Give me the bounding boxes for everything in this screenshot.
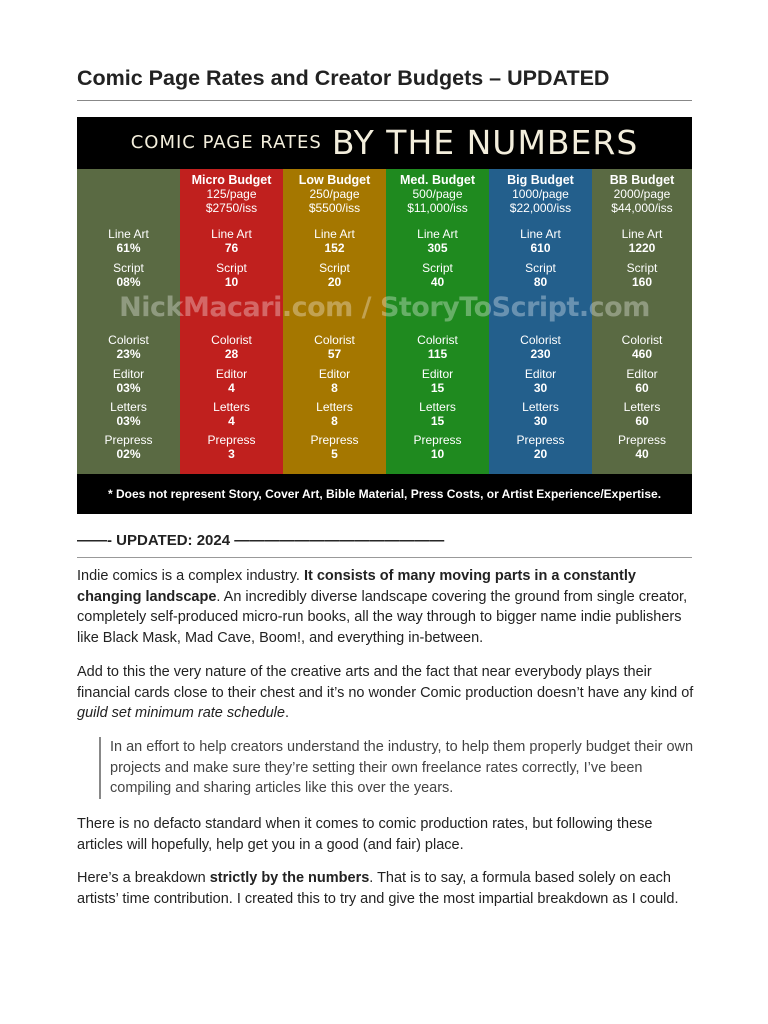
rate-cell bbox=[77, 227, 180, 255]
rate-label: Script bbox=[319, 261, 350, 275]
rate-value: 160 bbox=[631, 275, 653, 289]
rate-value: 23% bbox=[116, 347, 141, 361]
rate-label: Line Art bbox=[211, 227, 252, 241]
rate-label: Colorist bbox=[621, 333, 663, 347]
rate-value: 230 bbox=[530, 347, 551, 361]
p4-text-a: Here’s a breakdown bbox=[77, 870, 210, 886]
rate-label: Colorist bbox=[108, 333, 149, 347]
rate-label: Editor bbox=[318, 367, 351, 381]
updated-divider bbox=[77, 557, 692, 558]
rate-label: Prepress bbox=[310, 433, 359, 447]
rate-label: Letters bbox=[623, 400, 661, 414]
column-total: $2750/iss bbox=[205, 201, 258, 215]
rate-cell bbox=[592, 333, 692, 361]
paragraph-standard: There is no defacto standard when it comes to comic production rates, but following these articles will hopefully, help get you in a good (and fair) place. bbox=[77, 816, 653, 853]
rate-value: 30 bbox=[533, 381, 548, 395]
infographic-header bbox=[77, 117, 692, 169]
rate-label: Script bbox=[525, 261, 556, 275]
rate-label: Script bbox=[626, 261, 658, 275]
rate-cell bbox=[283, 333, 386, 361]
rate-cell bbox=[386, 367, 489, 395]
rate-cell bbox=[592, 433, 692, 461]
column-header bbox=[592, 173, 692, 215]
column-total: $11,000/iss bbox=[407, 201, 468, 215]
rate-cell bbox=[283, 261, 386, 289]
rate-value: 460 bbox=[631, 347, 653, 361]
rate-cell bbox=[77, 367, 180, 395]
rate-label: Line Art bbox=[520, 227, 561, 241]
rate-label: Colorist bbox=[314, 333, 355, 347]
p2-text-italic: guild set minimum rate schedule bbox=[77, 705, 285, 721]
rate-cell bbox=[77, 400, 180, 428]
rate-value: 1220 bbox=[628, 241, 656, 255]
rate-cell bbox=[386, 333, 489, 361]
rate-label: Prepress bbox=[516, 433, 565, 447]
column-rate: 125/page bbox=[206, 187, 257, 201]
rate-value: 20 bbox=[533, 447, 548, 461]
rate-label: Editor bbox=[626, 367, 658, 381]
rate-cell bbox=[592, 261, 692, 289]
blockquote-text: In an effort to help creators understand the industry, to help them properly budget their own projects and make sure they’re setting their own freelance rates correctly, I’ve been compiling and sharing articles like this over the years. bbox=[110, 739, 694, 796]
rate-cell bbox=[489, 261, 592, 289]
blockquote bbox=[99, 737, 696, 799]
rate-cell bbox=[489, 367, 592, 395]
rate-label: Line Art bbox=[621, 227, 663, 241]
rate-value: 15 bbox=[430, 414, 445, 428]
rate-value: 5 bbox=[331, 447, 338, 461]
rate-cell bbox=[592, 400, 692, 428]
rate-value: 57 bbox=[327, 347, 342, 361]
rate-cell bbox=[283, 433, 386, 461]
rate-value: 40 bbox=[430, 275, 445, 289]
rate-label: Colorist bbox=[520, 333, 561, 347]
rate-cell bbox=[592, 367, 692, 395]
watermark-text: NickMacari.com / StoryToScript.com bbox=[119, 292, 650, 323]
rate-value: 20 bbox=[327, 275, 342, 289]
rate-value: 115 bbox=[427, 347, 448, 361]
rate-label: Prepress bbox=[413, 433, 462, 447]
rate-cell bbox=[489, 400, 592, 428]
column-header bbox=[489, 173, 592, 215]
rate-label: Line Art bbox=[108, 227, 149, 241]
rate-cell bbox=[386, 227, 489, 255]
rate-value: 610 bbox=[530, 241, 551, 255]
infographic-header-small: COMIC PAGE RATES bbox=[130, 132, 322, 153]
rate-cell bbox=[180, 261, 283, 289]
rate-label: Letters bbox=[213, 400, 250, 414]
p4-text-bold: strictly by the numbers bbox=[209, 870, 370, 886]
rate-label: Script bbox=[113, 261, 144, 275]
column-header bbox=[180, 173, 283, 215]
rate-label: Script bbox=[216, 261, 247, 275]
column-total: $22,000/iss bbox=[509, 201, 572, 215]
rate-value: 76 bbox=[224, 241, 239, 255]
column-rate: 2000/page bbox=[613, 187, 671, 201]
rate-cell bbox=[592, 227, 692, 255]
page-title: Comic Page Rates and Creator Budgets – UPDATED bbox=[77, 66, 610, 90]
rate-label: Prepress bbox=[617, 433, 667, 447]
rate-label: Letters bbox=[316, 400, 353, 414]
p2-text-a: Add to this the very nature of the creative arts and the fact that near everybody plays their financial cards close to their chest and it’s no wonder Comic production doesn’t have any kind of bbox=[77, 664, 694, 701]
column-total: $44,000/iss bbox=[611, 201, 673, 215]
p4-text-c: . That is to say, a formula based solely on each artists’ time contribution. I created this to try and give the most impartial breakdown as I could. bbox=[77, 870, 679, 907]
infographic-header-big: BY THE NUMBERS bbox=[331, 123, 639, 162]
column-name: Med. Budget bbox=[400, 173, 475, 187]
rate-label: Prepress bbox=[104, 433, 153, 447]
rate-cell bbox=[77, 261, 180, 289]
rate-cell bbox=[386, 433, 489, 461]
rate-value: 60 bbox=[635, 381, 649, 395]
column-rate: 500/page bbox=[412, 187, 463, 201]
rate-cell bbox=[180, 333, 283, 361]
updated-heading-text: ——- UPDATED: 2024 —————————————— bbox=[77, 532, 445, 549]
rate-value: 30 bbox=[533, 414, 548, 428]
rate-cell bbox=[180, 433, 283, 461]
rate-value: 8 bbox=[331, 381, 338, 395]
column-rate: 1000/page bbox=[512, 187, 569, 201]
rate-cell bbox=[489, 227, 592, 255]
column-name: Low Budget bbox=[298, 173, 371, 187]
rate-value: 4 bbox=[228, 381, 235, 395]
column-name: Micro Budget bbox=[191, 173, 272, 187]
rate-label: Colorist bbox=[211, 333, 252, 347]
rate-value: 28 bbox=[224, 347, 239, 361]
rate-cell bbox=[77, 333, 180, 361]
rate-label: Line Art bbox=[314, 227, 355, 241]
rate-label: Editor bbox=[215, 367, 248, 381]
rate-cell bbox=[180, 227, 283, 255]
rate-value: 08% bbox=[116, 275, 141, 289]
rate-value: 80 bbox=[533, 275, 548, 289]
rate-cell bbox=[283, 400, 386, 428]
rate-value: 02% bbox=[116, 447, 141, 461]
rate-value: 10 bbox=[224, 275, 239, 289]
rate-label: Script bbox=[422, 261, 453, 275]
column-rate: 250/page bbox=[309, 187, 360, 201]
column-header bbox=[386, 173, 489, 215]
rate-value: 61% bbox=[116, 241, 141, 255]
rate-cell bbox=[283, 227, 386, 255]
rate-value: 15 bbox=[430, 381, 445, 395]
rate-cell bbox=[180, 400, 283, 428]
rate-label: Letters bbox=[522, 400, 559, 414]
p2-text-c: . bbox=[284, 705, 289, 721]
column-name: Big Budget bbox=[507, 173, 574, 187]
rate-value: 152 bbox=[324, 241, 345, 255]
rate-value: 10 bbox=[430, 447, 445, 461]
title-divider bbox=[77, 100, 692, 101]
rate-value: 3 bbox=[228, 447, 235, 461]
p1-text-c: . An incredibly diverse landscape covering the ground from single creator, completely self-produced micro-run books, all the way through to bigger name indie publishers like Black Mask, Mad Cave, Boom!, and everything in-between. bbox=[77, 588, 688, 646]
rate-value: 60 bbox=[635, 414, 649, 428]
rate-label: Line Art bbox=[417, 227, 458, 241]
rate-label: Editor bbox=[112, 367, 145, 381]
rate-cell bbox=[283, 367, 386, 395]
updated-heading bbox=[77, 532, 692, 558]
column-total: $5500/iss bbox=[308, 201, 361, 215]
rate-value: 4 bbox=[228, 414, 235, 428]
paragraph-breakdown bbox=[77, 868, 695, 909]
rates-infographic bbox=[77, 117, 692, 514]
p1-text-a: Indie comics is a complex industry. bbox=[77, 568, 304, 584]
rate-cell bbox=[489, 433, 592, 461]
p1-text-bold: It consists of many moving parts in a constantly changing landscape bbox=[77, 568, 636, 605]
rate-value: 8 bbox=[331, 414, 338, 428]
rate-label: Letters bbox=[419, 400, 456, 414]
paragraph-context bbox=[77, 662, 695, 724]
rate-value: 40 bbox=[635, 447, 649, 461]
rate-cell bbox=[77, 433, 180, 461]
paragraph-intro bbox=[77, 566, 695, 648]
rate-label: Editor bbox=[524, 367, 557, 381]
infographic-footnote: * Does not represent Story, Cover Art, Bible Material, Press Costs, or Artist Experience/Expertise. bbox=[107, 487, 662, 501]
rate-cell bbox=[386, 400, 489, 428]
rate-label: Colorist bbox=[417, 333, 458, 347]
rate-label: Prepress bbox=[207, 433, 256, 447]
column-name: BB Budget bbox=[609, 173, 675, 187]
rate-value: 03% bbox=[116, 414, 141, 428]
rate-cell bbox=[489, 333, 592, 361]
column-header bbox=[283, 173, 386, 215]
rate-label: Letters bbox=[110, 400, 147, 414]
rate-cell bbox=[180, 367, 283, 395]
rate-cell bbox=[386, 261, 489, 289]
rate-value: 305 bbox=[427, 241, 448, 255]
rate-value: 03% bbox=[116, 381, 141, 395]
rate-label: Editor bbox=[421, 367, 454, 381]
